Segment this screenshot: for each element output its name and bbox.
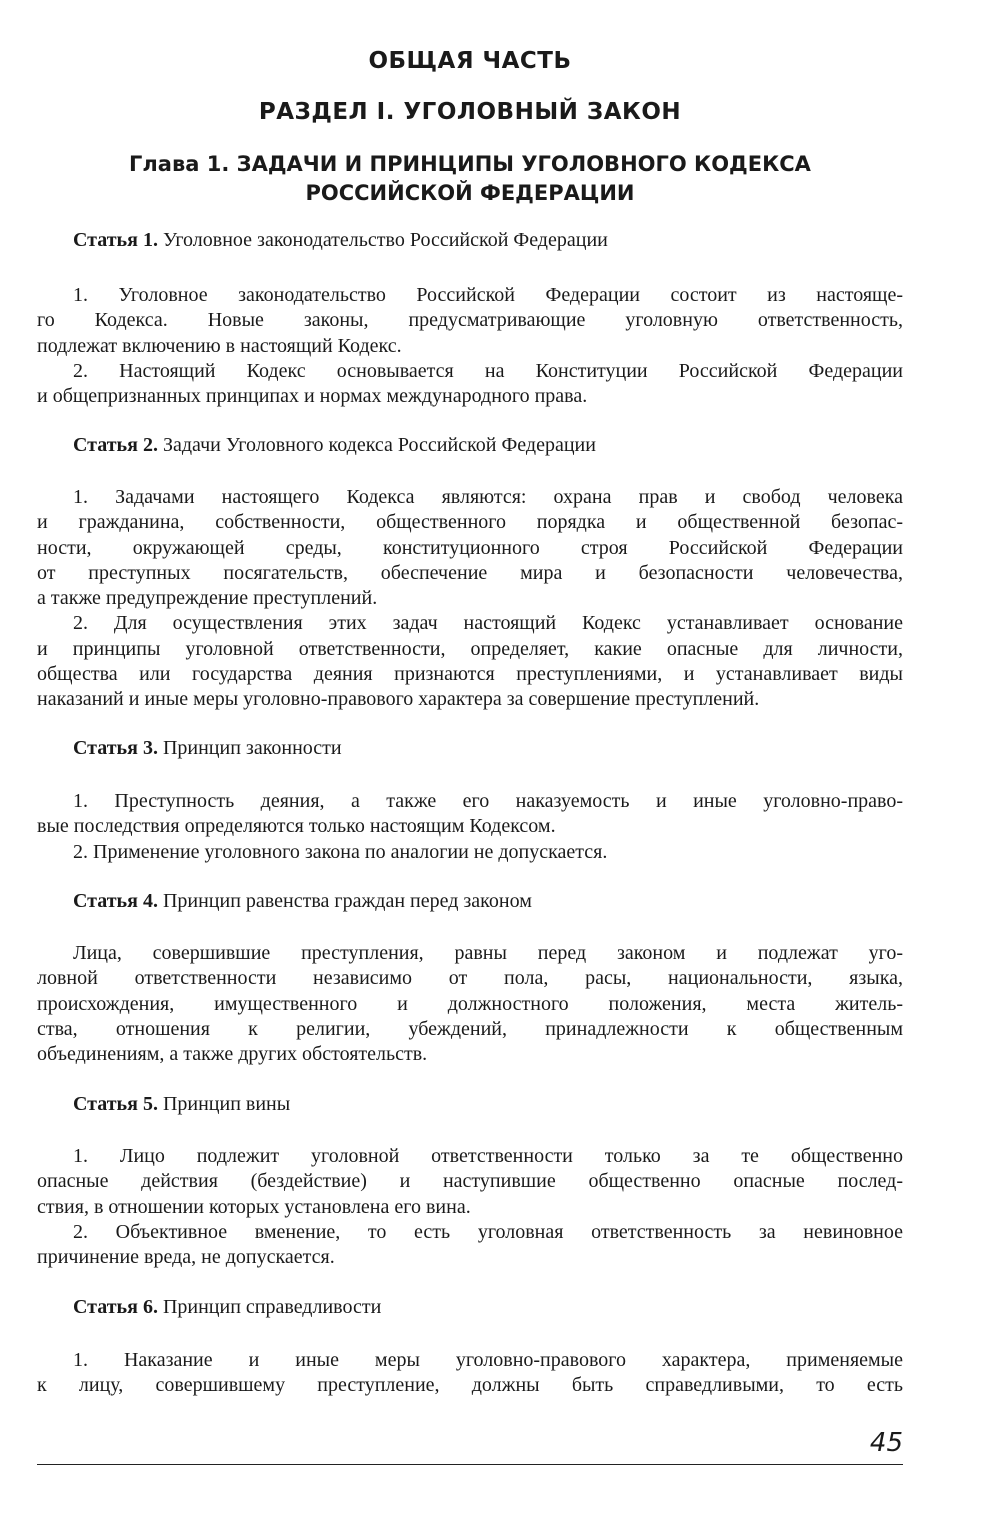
text-line: подлежат включению в настоящий Кодекс. — [37, 334, 402, 357]
article-6-title: Принцип справедливости — [162, 1296, 382, 1318]
text-line: объединениям, а также других обстоятельств. — [37, 1043, 428, 1066]
article-4-number: Статья 4. — [73, 890, 158, 912]
article-1-heading — [73, 229, 608, 252]
article-4-body — [37, 941, 903, 1067]
text-line: 2. Настоящий Кодекс основывается на Конституции Российской Федерации — [73, 359, 903, 382]
article-6-number: Статья 6. — [73, 1296, 158, 1318]
text-line: происхождения, имущественного и должностного положения, места житель- — [37, 992, 903, 1015]
article-3-heading — [73, 737, 342, 760]
article-4-heading — [73, 890, 532, 913]
footer-rule — [37, 1464, 903, 1465]
text-line: ловной ответственности независимо от пола, расы, национальности, языка, — [37, 967, 903, 990]
article-5-title: Принцип вины — [162, 1093, 291, 1115]
document-page — [37, 0, 903, 1519]
article-1-number: Статья 1. — [73, 229, 158, 251]
text-line: го Кодекса. Новые законы, предусматривающие уголовную ответственность, — [37, 309, 903, 332]
text-line: и общепризнанных принципах и нормах международного права. — [37, 385, 588, 408]
article-5-heading — [73, 1093, 290, 1116]
page-number: 45 — [869, 1428, 903, 1458]
section-heading: РАЗДЕЛ I. УГОЛОВНЫЙ ЗАКОН — [258, 99, 682, 125]
article-3-body — [37, 789, 903, 865]
text-line: вые последствия определяются только настоящим Кодексом. — [37, 815, 556, 838]
text-line: ности, окружающей среды, конституционного строя Российской Федерации — [37, 536, 903, 559]
text-line: опасные действия (бездействие) и наступившие общественно опасные послед- — [37, 1170, 903, 1193]
text-line: 2. Объективное вменение, то есть уголовная ответственность за невиновное — [73, 1220, 903, 1243]
article-2-title: Задачи Уголовного кодекса Российской Федерации — [162, 434, 596, 456]
part-heading: ОБЩАЯ ЧАСТЬ — [368, 48, 572, 74]
article-2-heading — [73, 434, 596, 457]
text-line: 1. Уголовное законодательство Российской Федерации состоит из настояще- — [73, 284, 903, 306]
article-4-title: Принцип равенства граждан перед законом — [162, 890, 532, 912]
text-line: причинение вреда, не допускается. — [37, 1246, 335, 1269]
text-line: к лицу, совершившему преступление, должны быть справедливыми, то есть — [37, 1374, 903, 1397]
text-line: 2. Применение уголовного закона по аналогии не допускается. — [73, 840, 608, 863]
text-line: а также предупреждение преступлений. — [37, 587, 378, 610]
chapter-heading-line-2: РОССИЙСКОЙ ФЕДЕРАЦИИ — [305, 181, 635, 205]
article-3-title: Принцип законности — [162, 737, 342, 759]
text-line: ства, отношения к религии, убеждений, принадлежности к общественным — [37, 1017, 903, 1040]
text-line: 1. Преступность деяния, а также его наказуемость и иные уголовно-право- — [73, 790, 903, 812]
text-line: и гражданина, собственности, общественного порядка и общественной безопас- — [37, 511, 903, 534]
text-line: 1. Лицо подлежит уголовной ответственности только за те общественно — [73, 1145, 903, 1167]
text-line: от преступных посягательств, обеспечение мира и безопасности человечества, — [37, 561, 903, 584]
article-2-number: Статья 2. — [73, 434, 158, 456]
chapter-heading — [37, 150, 903, 208]
text-line: 1. Наказание и иные меры уголовно-правового характера, применяемые — [73, 1349, 903, 1371]
text-line: и принципы уголовной ответственности, определяет, какие опасные для личности, — [37, 637, 903, 660]
article-2-body — [37, 485, 903, 713]
article-3-number: Статья 3. — [73, 737, 158, 759]
text-line: ствия, в отношении которых установлена его вина. — [37, 1195, 471, 1218]
article-5-body — [37, 1144, 903, 1270]
text-line: 2. Для осуществления этих задач настоящий Кодекс устанавливает основание — [73, 612, 903, 635]
text-line: Лица, совершившие преступления, равны перед законом и подлежат уго- — [73, 942, 903, 964]
article-1-body — [37, 283, 903, 409]
text-line: общества или государства деяния признаются преступлениями, и устанавливает виды — [37, 663, 903, 686]
article-5-number: Статья 5. — [73, 1093, 158, 1115]
chapter-heading-line-1: Глава 1. ЗАДАЧИ И ПРИНЦИПЫ УГОЛОВНОГО КОДЕКСА — [129, 152, 811, 176]
article-6-heading — [73, 1296, 381, 1319]
article-6-body — [37, 1348, 903, 1399]
text-line: 1. Задачами настоящего Кодекса являются: охрана прав и свобод человека — [73, 486, 903, 508]
article-1-title: Уголовное законодательство Российской Федерации — [162, 229, 608, 251]
text-line: наказаний и иные меры уголовно-правового характера за совершение преступлений. — [37, 688, 760, 711]
